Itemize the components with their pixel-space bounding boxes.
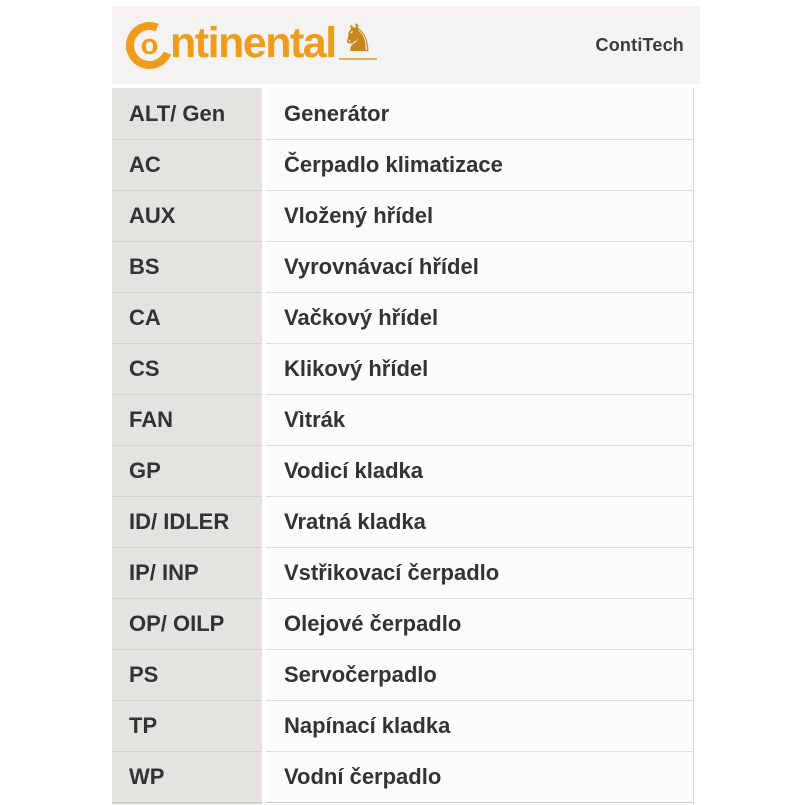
continental-logo	[126, 18, 377, 69]
table-row	[112, 394, 694, 445]
table-row	[112, 343, 694, 394]
continental-c-mark	[126, 22, 173, 69]
table-row	[112, 547, 694, 598]
abbreviation-code: TP	[112, 700, 262, 751]
abbreviation-description: Generátor	[266, 88, 694, 139]
abbreviation-description: Olejové čerpadlo	[266, 598, 694, 649]
abbreviation-description: Vodní čerpadlo	[266, 751, 694, 802]
abbreviation-code: WP	[112, 751, 262, 802]
abbreviation-description: Vačkový hřídel	[266, 292, 694, 343]
abbreviation-description: Vratná kladka	[266, 496, 694, 547]
abbreviation-description: Napínací kladka	[266, 700, 694, 751]
abbreviation-code: AC	[112, 139, 262, 190]
abbreviation-code: CA	[112, 292, 262, 343]
logo-letter-o: o	[140, 29, 159, 61]
table-row	[112, 496, 694, 547]
table-row	[112, 649, 694, 700]
abbreviation-description: Vložený hřídel	[266, 190, 694, 241]
logo-wordmark: ntinental	[170, 18, 336, 67]
horse-icon: ♞	[340, 18, 375, 60]
table-row	[112, 445, 694, 496]
abbreviation-description: Vyrovnávací hřídel	[266, 241, 694, 292]
abbreviation-description: Klikový hřídel	[266, 343, 694, 394]
abbreviation-code: IP/ INP	[112, 547, 262, 598]
abbreviation-description: Vìtrák	[266, 394, 694, 445]
table-row	[112, 751, 694, 802]
table-row	[112, 241, 694, 292]
abbreviation-description: Vodicí kladka	[266, 445, 694, 496]
abbreviation-description: Čerpadlo klimatizace	[266, 139, 694, 190]
abbreviation-legend-table	[112, 88, 694, 805]
table-row	[112, 598, 694, 649]
abbreviation-code: BS	[112, 241, 262, 292]
abbreviation-code: GP	[112, 445, 262, 496]
table-row	[112, 190, 694, 241]
abbreviation-code: PS	[112, 649, 262, 700]
abbreviation-code: AUX	[112, 190, 262, 241]
abbreviation-code: OP/ OILP	[112, 598, 262, 649]
contitech-wordmark: ContiTech	[595, 34, 684, 55]
abbreviation-code: CS	[112, 343, 262, 394]
abbreviation-description: Vstřikovací čerpadlo	[266, 547, 694, 598]
brand-header	[112, 6, 700, 84]
table-row	[112, 88, 694, 139]
abbreviation-code: FAN	[112, 394, 262, 445]
abbreviation-description: Servočerpadlo	[266, 649, 694, 700]
table-row	[112, 700, 694, 751]
table-row	[112, 139, 694, 190]
table-row	[112, 292, 694, 343]
abbreviation-code: ALT/ Gen	[112, 88, 262, 139]
abbreviation-code: ID/ IDLER	[112, 496, 262, 547]
